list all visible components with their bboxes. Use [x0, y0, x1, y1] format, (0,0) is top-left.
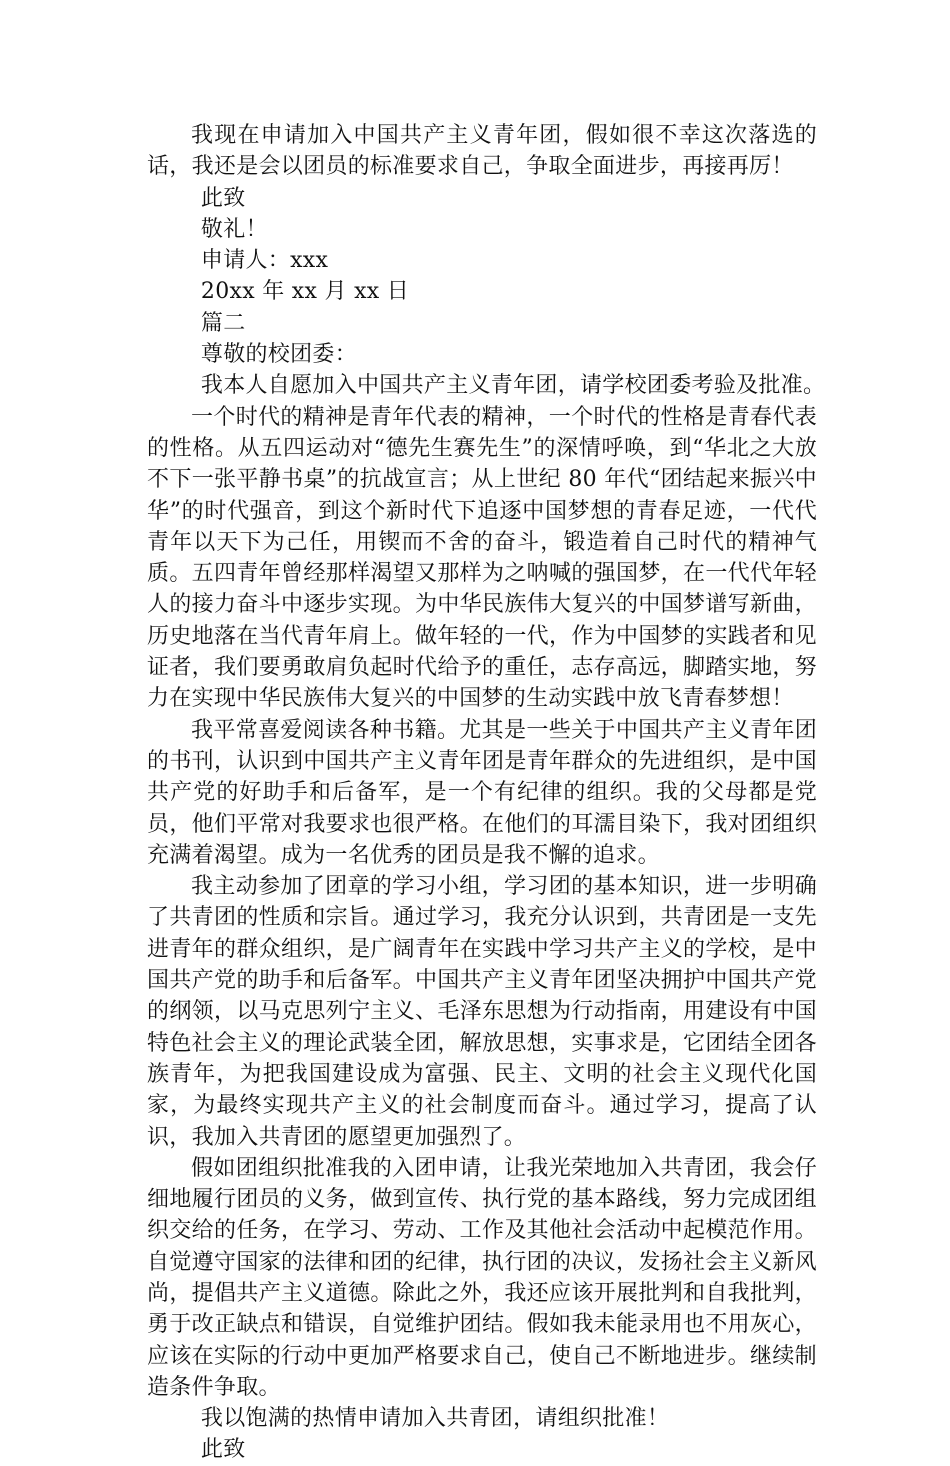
- applicant-line: 申请人：xxx: [200, 248, 329, 274]
- body-paragraph-4: 假如团组织批准我的入团申请，让我光荣地加入共青团，我会仔细地履行团员的义务，做到宣传、执行党的基本路线，努力完成团组织交给的任务，在学习、劳动、工作及其他社会活动中起模范作用。自觉遵守国家的法律和团的纪律，执行团的决议，发扬社会主义新风尚，提倡共产主义道德。除此之外，我还应该开展批判和自我批判，勇于改正缺点和错误，自觉维护团结。假如我未能录用也不用灰心，应该在实际的行动中更加严格要求自己，使自己不断地进步。继续制造条件争取。: [147, 1155, 817, 1400]
- closing-line: 此致: [200, 185, 246, 211]
- date-line: 20xx 年 xx 月 xx 日: [200, 279, 410, 305]
- opening-line: 我本人自愿加入中国共产主义青年团，请学校团委考验及批准。: [200, 373, 826, 399]
- document-body: [147, 120, 826, 1466]
- body-paragraph-5: 我以饱满的热情申请加入共青团，请组织批准！: [200, 1406, 670, 1432]
- body-paragraph-3: 我主动参加了团章的学习小组，学习团的基本知识，进一步明确了共青团的性质和宗旨。通过学习，我充分认识到，共青团是一支先进青年的群众组织，是广阔青年在实践中学习共产主义的学校，是中国共产党的助手和后备军。中国共产主义青年团坚决拥护中国共产党的纲领，以马克思列宁主义、毛泽东思想为行动指南，用建设有中国特色社会主义的理论武装全团，解放思想，实事求是，它团结全团各族青年，为把我国建设成为富强、民主、文明的社会主义现代化国家，为最终实现共产主义的社会制度而奋斗。通过学习，提高了认识，我加入共青团的愿望更加强烈了。: [147, 874, 817, 1150]
- addressee-line: 尊敬的校团委：: [200, 342, 357, 368]
- salute-line: 敬礼！: [200, 216, 268, 242]
- body-paragraph-2: 我平常喜爱阅读各种书籍。尤其是一些关于中国共产主义青年团的书刊，认识到中国共产主义青年团是青年群众的先进组织，是中国共产党的好助手和后备军，是一个有纪律的组织。我的父母都是党员，他们平常对我要求也很严格。在他们的耳濡目染下，我对团组织充满着渴望。成为一名优秀的团员是我不懈的追求。: [147, 717, 817, 868]
- section-title: 篇二: [200, 310, 246, 336]
- body-paragraph-1: 一个时代的精神是青年代表的精神，一个时代的性格是青春代表的性格。从五四运动对“德先生赛先生”的深情呼唤，到“华北之大放不下一张平静书桌”的抗战宣言；从上世纪 80 年代“团结起来振兴中华”的时代强音，到这个新时代下追逐中国梦想的青春足迹，一代代青年以天下为己任，用锲而不舍的奋斗，锻造着自己时代的精神气质。五四青年曾经那样渴望又那样为之呐喊的强国梦，在一代代年轻人的接力奋斗中逐步实现。为中华民族伟大复兴的中国梦谱写新曲，历史地落在当代青年肩上。做年轻的一代，作为中国梦的实践者和见证者，我们要勇敢肩负起时代给予的重任，志存高远，脚踏实地，努力在实现中华民族伟大复兴的中国梦的生动实践中放飞青春梦想！: [147, 404, 817, 712]
- intro-paragraph: 我现在申请加入中国共产主义青年团，假如很不幸这次落选的话，我还是会以团员的标准要求自己，争取全面进步，再接再厉！: [147, 123, 817, 180]
- closing-line-2: 此致: [200, 1437, 246, 1463]
